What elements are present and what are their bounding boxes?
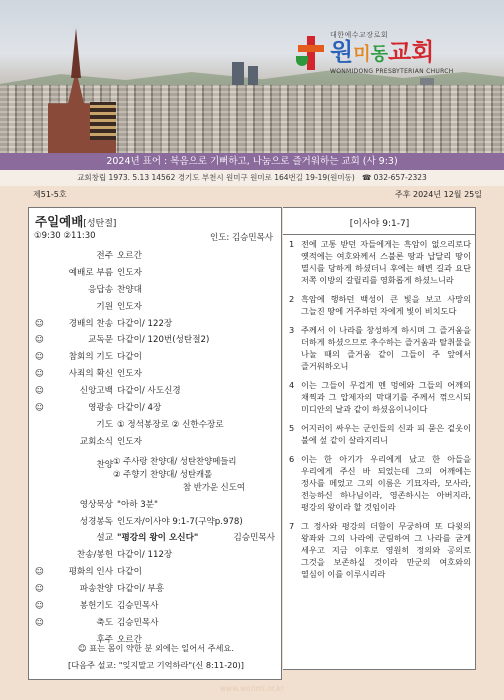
verse: 3 주께서 이 나라를 창성하게 하시며 그 즐거움을 더하게 하셨으므로 추수하는 즐거움과 탈취물을 나눌 때의 즐거움 같이 그들이 주 앞에서 즐거워하오니 bbox=[289, 325, 471, 371]
order-item: ☺ 신앙고백 다같이/ 사도신경 bbox=[35, 386, 181, 397]
scripture-heading: [이사야 9:1-7] bbox=[349, 219, 410, 229]
order-item: ☺ 경배의 찬송 다같이/ 122장 bbox=[35, 318, 173, 329]
order-item: ☺ 축도 김승민목사 bbox=[35, 617, 159, 628]
order-item: ☺ 파송찬양 다같이/ 부흥 bbox=[35, 584, 165, 595]
issue-bar bbox=[0, 186, 504, 203]
motto-banner: 2024년 표어 : 복음으로 기뻐하고, 나눔으로 즐거워하는 교회 (사 9:3) bbox=[0, 153, 504, 170]
standing-note: ☺ 표는 몸이 약한 분 외에는 일어서 주세요. bbox=[78, 643, 234, 653]
header-photo bbox=[0, 0, 504, 153]
phone-number: ☎ 032-657-2323 bbox=[361, 173, 427, 182]
order-item: ☺ 참회의 기도 다같이 bbox=[35, 352, 142, 363]
order-item: ☺ 교독문 다같이/ 120번(성탄절2) bbox=[35, 335, 210, 346]
order-item: ☺ 영광송 다같이/ 4장 bbox=[35, 403, 162, 414]
logo-english: WONMIDONG PRESBYTERIAN CHURCH bbox=[330, 68, 454, 75]
verse-list bbox=[289, 238, 471, 587]
order-item-sermon: 설교 "평강의 왕이 오신다" 김승민목사 bbox=[96, 533, 275, 544]
logo-denomination: 대한예수교장로회 bbox=[330, 31, 389, 39]
issue-number: 제51-5호 bbox=[33, 190, 67, 199]
order-item: 기도 ① 정석봉장로 ② 신한수장로 bbox=[96, 419, 224, 430]
order-list bbox=[29, 248, 283, 649]
order-item: ☺ 평화의 인사 다같이 bbox=[35, 567, 142, 578]
bulletin-date: 주후 2024년 12월 25일 bbox=[395, 190, 482, 199]
verse: 5 어지러이 싸우는 군인들의 신과 피 묻은 겉옷이 불에 섶 같이 살라지리니 bbox=[289, 423, 471, 445]
order-item: ☺ 봉헌기도 김승민목사 bbox=[35, 601, 159, 612]
cross-icon bbox=[296, 36, 326, 70]
order-item: 기원 인도자 bbox=[96, 301, 142, 312]
verse: 1 전에 고통 받던 자들에게는 흑암이 없으리로다 옛적에는 여호와께서 스불론 땅과 납달리 땅이 멸시를 당하게 하셨더니 후에는 해변 길과 요단 저쪽 이방의 갈릴리를 영화롭게 하셨느니라 bbox=[289, 239, 471, 285]
order-item: ☺ 사죄의 확신 인도자 bbox=[35, 369, 142, 380]
order-item: 성경봉독 인도자/이사야 9:1-7(구약p.978) bbox=[79, 516, 243, 527]
order-item: 영상묵상 "아하 3분" bbox=[79, 499, 159, 510]
order-item: 예배로 부름 인도자 bbox=[68, 267, 142, 278]
church-logo bbox=[296, 30, 454, 75]
verse: 2 흑암에 행하던 백성이 큰 빛을 보고 사망의 그늘진 땅에 거주하던 자에게 빛이 비치도다 bbox=[289, 294, 471, 316]
order-item: 찬송/봉헌 다같이/ 112장 bbox=[76, 550, 173, 561]
verse: 6 이는 한 아기가 우리에게 났고 한 아들을 우리에게 주신 바 되었는데 그의 어깨에는 정사를 메었고 그의 이름은 기묘자라, 모사라, 전능하신 하나님이라, 영존하시는 아버지라, 평강의 왕이라 할 것임이라 bbox=[289, 454, 471, 512]
order-item: 응답송 찬양대 bbox=[88, 284, 142, 295]
order-item-anthem: 찬양 ① 주사랑 찬양대/ 성탄찬양메들리 ② 주향기 찬양대/ 성탄캐롤 참 반가운 신도여 bbox=[96, 455, 245, 492]
logo-name: 원미동교회 bbox=[330, 38, 435, 66]
bulletin-body bbox=[0, 203, 504, 680]
verse: 7 그 정사와 평강의 더함이 무궁하며 또 다윗의 왕좌와 그의 나라에 군림하여 그 나라를 굳게 세우고 지금 이후로 영원히 정의와 공의로 그것을 보존하실 것이라 만군의 여호와의 열심이 이를 이루시리라 bbox=[289, 521, 471, 579]
church-steeple bbox=[71, 28, 81, 78]
address-text: 교회창립 1973. 5.13 14562 경기도 부천시 원미구 원미로 164번길 19-19(원미동) bbox=[77, 173, 355, 182]
order-item: 교회소식 인도자 bbox=[79, 436, 142, 447]
order-item: 전주 오르간 bbox=[96, 251, 142, 261]
service-leader: 인도: 김승민목사 bbox=[209, 233, 273, 243]
scripture-panel bbox=[283, 207, 476, 670]
next-sermon: [다음주 설교: "잊지말고 기억하라"(신 8:11-20)] bbox=[68, 660, 244, 670]
divider bbox=[283, 234, 476, 235]
worship-order-panel bbox=[28, 207, 282, 680]
verse: 4 이는 그들이 무겁게 멘 멍에와 그들의 어깨의 채찍과 그 압제자의 막대기를 주께서 꺾으시되 미디안의 날과 같이 하셨음이니이다 bbox=[289, 380, 471, 414]
anthem-lines: ① 주사랑 찬양대/ 성탄찬양메들리 ② 주향기 찬양대/ 성탄캐롤 참 반가운 신도여 bbox=[113, 455, 245, 492]
service-title: 주일예배[성탄절] bbox=[35, 214, 117, 229]
website-url[interactable]: www.wonmi.or.kr bbox=[219, 684, 285, 693]
service-times: ①9:30 ②11:30 bbox=[34, 231, 96, 241]
address-line bbox=[0, 170, 504, 186]
church-window bbox=[90, 102, 116, 140]
order-item: 후주 오르간 bbox=[96, 634, 142, 645]
